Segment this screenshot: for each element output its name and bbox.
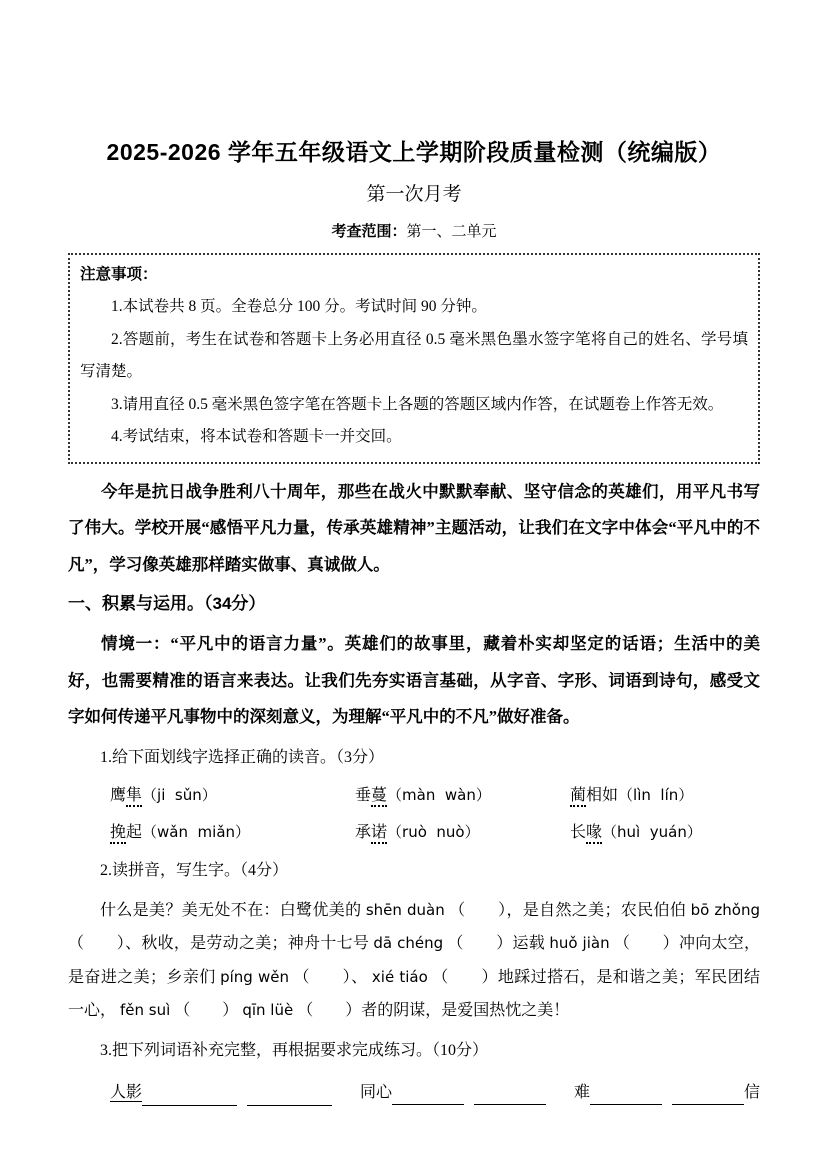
emphasized-char: 蔓 [371, 787, 387, 807]
q3-group-label: 人影 [110, 1083, 143, 1101]
pinyin-hint: píng wěn [220, 967, 290, 986]
pinyin-hint: huǒ jiàn [549, 934, 610, 953]
exam-subtitle: 第一次月考 [366, 184, 462, 206]
q1-word-pinyin: （wǎn miǎn） [142, 823, 251, 842]
pinyin-hint: qīn lüè [242, 1001, 294, 1020]
exam-title: 2025-2026 学年五年级语文上学期阶段质量检测（统编版） [106, 139, 722, 165]
emphasized-char: 蔺 [570, 787, 586, 807]
pinyin-hint: xié tiáo [371, 967, 428, 986]
q1-word-pinyin: （màn wàn） [387, 785, 491, 804]
answer-blank-line [392, 1087, 464, 1106]
notice-box [68, 253, 760, 464]
answer-blank-paren: （ ） [68, 935, 126, 953]
q1-word-pinyin: （huì yuán） [602, 823, 702, 842]
q1-word-row [68, 783, 760, 809]
emphasized-char: 隼 [126, 787, 142, 807]
pinyin-hint: dā chéng [373, 934, 444, 953]
q3-group-label: 信 [743, 1083, 760, 1101]
q1-word: 承诺（ruò nuò） [355, 820, 570, 846]
section1-heading: 一、积累与运用。（34分） [68, 593, 266, 613]
q3-group-label: 难 [573, 1083, 590, 1101]
exam-content [68, 136, 760, 1106]
notice-item: 2.答题前，考生在试卷和答题卡上务必用直径 0.5 毫米黑色墨水签字笔将自己的姓名、学号填写清楚。 [80, 330, 748, 381]
scope-value: 第一、二单元 [406, 223, 497, 240]
q1-word: 长喙（huì yuán） [570, 820, 760, 846]
q3-group-label: 同心 [359, 1083, 392, 1101]
intro-paragraph: 今年是抗日战争胜利八十周年，那些在战火中默默奉献、坚守信念的英雄们，用平凡书写了伟大。学校开展“感悟平凡力量，传承英雄精神”主题活动，让我们在文字中体会“平凡中的不凡”，学习像英雄那样踏实做事、真诚做人。 [68, 482, 760, 574]
q3-word-group [360, 1080, 546, 1107]
answer-blank-paren: （ ） [432, 968, 498, 986]
q3-prompt: 3.把下列词语补充完整，再根据要求完成练习。（10分） [100, 1042, 489, 1060]
answer-blank-paren: （ ） [613, 935, 679, 953]
pinyin-hint: shēn duàn [365, 900, 445, 919]
answer-blank-paren: （ ） [293, 968, 352, 986]
q3-blanks-row [68, 1080, 760, 1107]
q2-prompt: 2.读拼音，写生字。（4分） [100, 862, 289, 880]
pinyin-hint: fěn suì [120, 1001, 171, 1020]
notice-item: 4.考试结束，将本试卷和答题卡一并交回。 [111, 428, 402, 446]
q1-word: 垂蔓（màn wàn） [355, 783, 570, 809]
notice-heading: 注意事项： [80, 265, 158, 283]
q1-word-pinyin: （ruò nuò） [387, 823, 480, 842]
q1-word: 蔺相如（lìn lín） [570, 783, 760, 809]
q1-word-pinyin: （ji sǔn） [142, 785, 217, 804]
answer-blank-paren: （ ） [447, 935, 513, 953]
emphasized-char: 挽 [110, 824, 126, 844]
q1-word: 鹰隼（ji sǔn） [110, 783, 355, 809]
answer-blank-line [672, 1087, 744, 1106]
answer-blank-paren: （ ） [449, 901, 507, 919]
answer-blank-paren: （ ） [297, 1002, 362, 1020]
notice-item: 3.请用直径 0.5 毫米黑色签字笔在答题卡上各题的答题区域内作答，在试题卷上作答无效。 [111, 395, 724, 413]
answer-blank-line [474, 1087, 546, 1106]
answer-blank-line [247, 1088, 332, 1107]
emphasized-char: 喙 [586, 824, 602, 844]
answer-blank-line [590, 1087, 662, 1106]
q1-word: 挽起（wǎn miǎn） [110, 820, 355, 846]
q1-prompt: 1.给下面划线字选择正确的读音。（3分） [100, 749, 385, 767]
q3-word-group [574, 1080, 760, 1107]
emphasized-char: 诺 [371, 824, 387, 844]
q3-word-group [110, 1080, 332, 1107]
answer-blank-paren: （ ） [174, 1002, 239, 1020]
q2-body: 什么是美？美无处不在：白鹭优美的 shēn duàn （ ），是自然之美；农民伯伯 bō zhǒng （ ）、秋收，是劳动之美；神舟十七号 dā chéng （ ）运载 huǒ jiàn （ ）冲向太空，是奋进之美；乡亲们 píng wěn （ ）、 xié tiáo （ ）地踩过搭石，是和谐之美；军民团结一心， fěn suì （ ） qīn lüè （ ）者的阴谋，是爱国热忱之美！ [68, 900, 761, 1020]
scope-label: 考查范围： [331, 223, 407, 240]
notice-item: 1.本试卷共 8 页。全卷总分 100 分。考试时间 90 分钟。 [111, 298, 487, 316]
answer-blank-line [142, 1088, 237, 1107]
scenario1-paragraph: 情境一：“平凡中的语言力量”。英雄们的故事里，藏着朴实却坚定的话语；生活中的美好，也需要精准的语言来表达。让我们先夯实语言基础，从字音、字形、词语到诗句，感受文字如何传递平凡事物中的深刻意义，为理解“平凡中的不凡”做好准备。 [68, 634, 760, 726]
pinyin-hint: bō zhǒng [690, 900, 760, 919]
q1-word-pinyin: （lìn lín） [618, 785, 694, 804]
exam-scope [68, 223, 760, 243]
q1-word-row [68, 820, 760, 846]
